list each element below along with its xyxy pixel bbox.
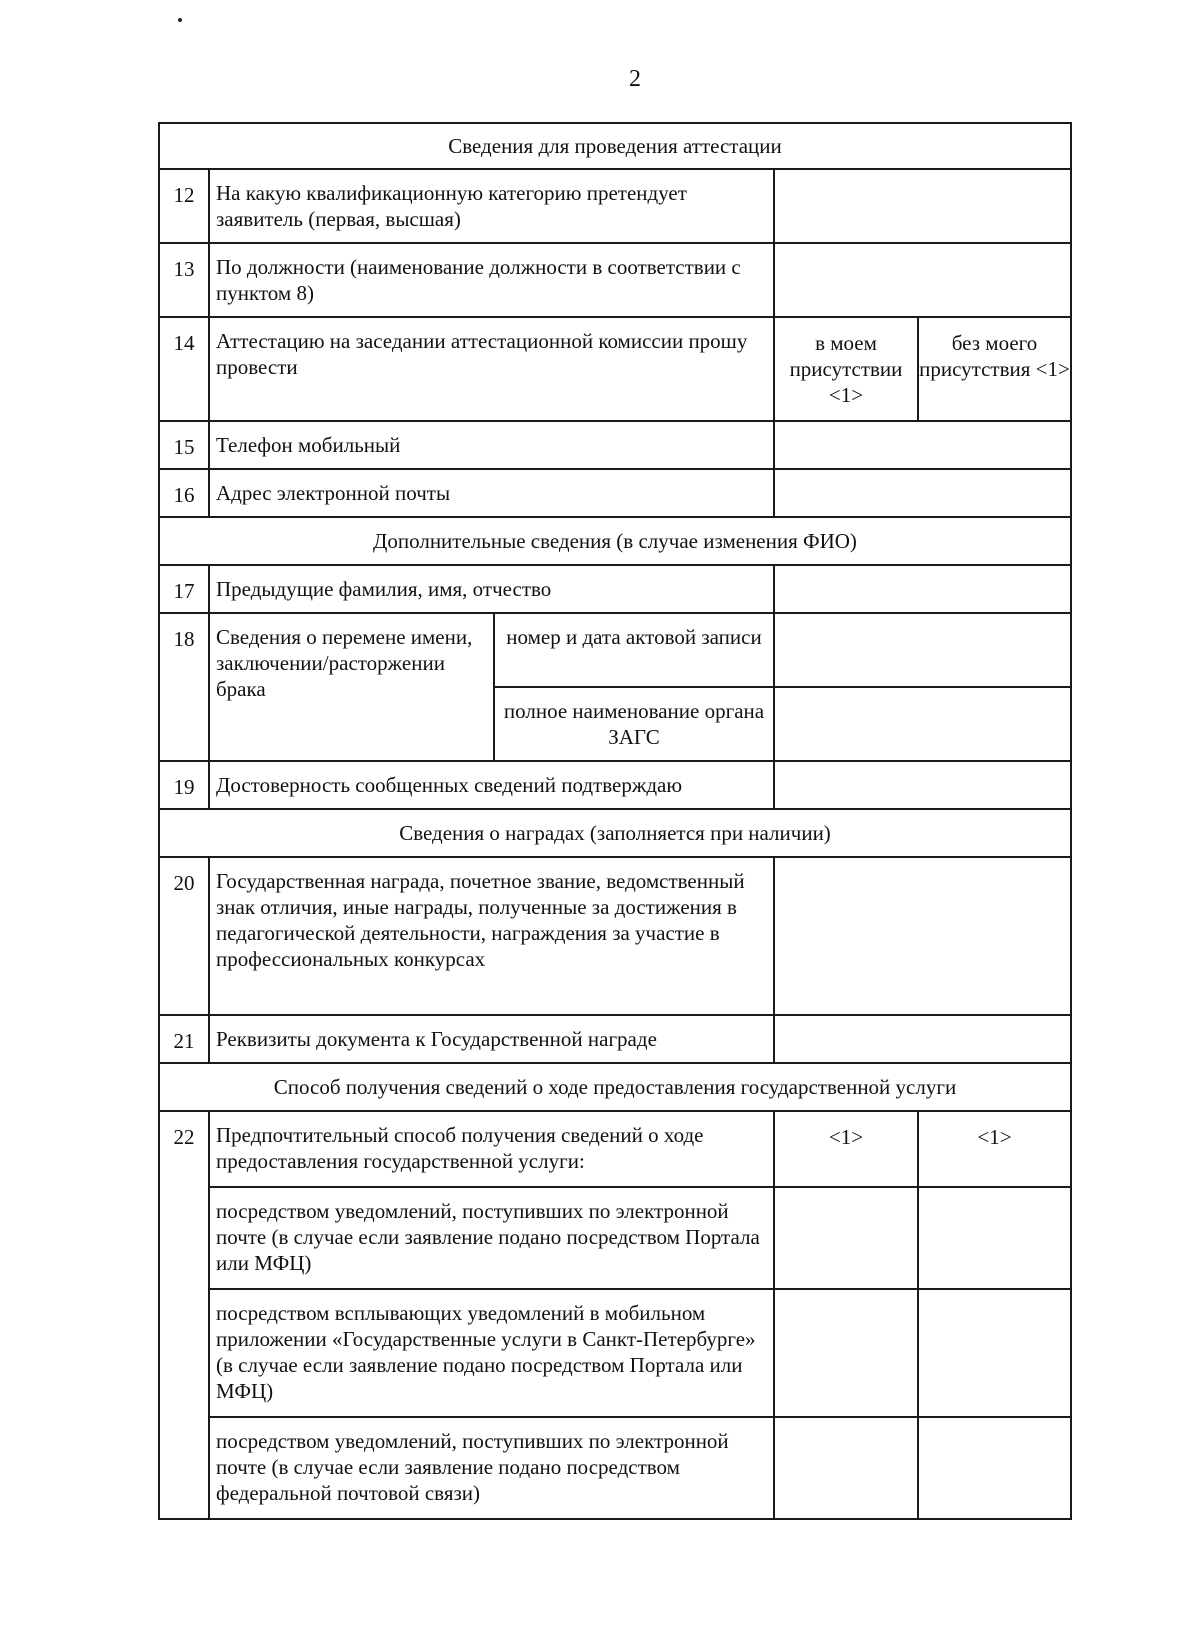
form-row-17 xyxy=(159,565,1071,613)
row-label: Сведения о перемене имени, заключении/расторжении брака xyxy=(209,613,494,761)
delivery-option-row xyxy=(159,1187,1071,1289)
form-row-19 xyxy=(159,761,1071,809)
section-header-attestation xyxy=(159,123,1071,169)
row-number: 20 xyxy=(159,857,209,1015)
page-number: 2 xyxy=(629,66,641,92)
row-label: Адрес электронной почты xyxy=(209,469,774,517)
email-field[interactable] xyxy=(774,469,1071,517)
form-row-12 xyxy=(159,169,1071,243)
confirmation-field[interactable] xyxy=(774,761,1071,809)
record-number-field[interactable] xyxy=(774,613,1071,687)
option-column-header: <1> xyxy=(774,1111,918,1187)
delivery-option-row xyxy=(159,1417,1071,1519)
row-number: 16 xyxy=(159,469,209,517)
in-absence-option[interactable]: без моего присутствия <1> xyxy=(918,317,1071,421)
row-number: 22 xyxy=(159,1111,209,1519)
section-title: Сведения для проведения аттестации xyxy=(159,123,1071,169)
position-field[interactable] xyxy=(774,243,1071,317)
row-label: Государственная награда, почетное звание, ведомственный знак отличия, иные награды, полученные за достижения в педагогической деятельности, награждения за участие в профессиональных конкурсах xyxy=(209,857,774,1015)
row-number: 19 xyxy=(159,761,209,809)
award-document-field[interactable] xyxy=(774,1015,1071,1063)
scan-dot xyxy=(178,18,182,22)
delivery-option-checkbox[interactable] xyxy=(774,1187,918,1289)
form-row-14 xyxy=(159,317,1071,421)
form-row-16 xyxy=(159,469,1071,517)
delivery-option-checkbox[interactable] xyxy=(774,1289,918,1417)
form-row-21 xyxy=(159,1015,1071,1063)
delivery-option-checkbox[interactable] xyxy=(918,1187,1071,1289)
delivery-option-checkbox[interactable] xyxy=(918,1289,1071,1417)
registry-office-field[interactable] xyxy=(774,687,1071,761)
row-number: 21 xyxy=(159,1015,209,1063)
row-label: Реквизиты документа к Государственной награде xyxy=(209,1015,774,1063)
row-label: Телефон мобильный xyxy=(209,421,774,469)
form-row-13 xyxy=(159,243,1071,317)
attestation-application-form xyxy=(158,122,1072,1520)
sub-label-registry-office: полное наименование органа ЗАГС xyxy=(494,687,774,761)
row-label: Достоверность сообщенных сведений подтверждаю xyxy=(209,761,774,809)
delivery-option-row xyxy=(159,1289,1071,1417)
previous-name-field[interactable] xyxy=(774,565,1071,613)
form-row-22 xyxy=(159,1111,1071,1187)
section-title: Дополнительные сведения (в случае изменения ФИО) xyxy=(159,517,1071,565)
row-label: Предыдущие фамилия, имя, отчество xyxy=(209,565,774,613)
row-number: 17 xyxy=(159,565,209,613)
row-number: 18 xyxy=(159,613,209,761)
row-number: 14 xyxy=(159,317,209,421)
row-number: 15 xyxy=(159,421,209,469)
option-column-header: <1> xyxy=(918,1111,1071,1187)
sub-label-record-number: номер и дата актовой записи xyxy=(494,613,774,687)
row-label: На какую квалификационную категорию претендует заявитель (первая, высшая) xyxy=(209,169,774,243)
form-row-18 xyxy=(159,613,1071,687)
delivery-option-checkbox[interactable] xyxy=(774,1417,918,1519)
section-title: Способ получения сведений о ходе предоставления государственной услуги xyxy=(159,1063,1071,1111)
delivery-option-label: посредством уведомлений, поступивших по электронной почте (в случае если заявление подано посредством федеральной почтовой связи) xyxy=(209,1417,774,1519)
delivery-option-checkbox[interactable] xyxy=(918,1417,1071,1519)
form-row-20 xyxy=(159,857,1071,1015)
section-title: Сведения о наградах (заполняется при наличии) xyxy=(159,809,1071,857)
row-label: По должности (наименование должности в соответствии с пунктом 8) xyxy=(209,243,774,317)
delivery-option-label: посредством уведомлений, поступивших по электронной почте (в случае если заявление подано посредством Портала или МФЦ) xyxy=(209,1187,774,1289)
row-number: 12 xyxy=(159,169,209,243)
delivery-option-label: посредством всплывающих уведомлений в мобильном приложении «Государственные услуги в Санкт-Петербурге» (в случае если заявление подано посредством Портала или МФЦ) xyxy=(209,1289,774,1417)
form-row-15 xyxy=(159,421,1071,469)
row-label: Аттестацию на заседании аттестационной комиссии прошу провести xyxy=(209,317,774,421)
section-header-additional xyxy=(159,517,1071,565)
section-header-delivery xyxy=(159,1063,1071,1111)
row-label: Предпочтительный способ получения сведений о ходе предоставления государственной услуги: xyxy=(209,1111,774,1187)
awards-field[interactable] xyxy=(774,857,1071,1015)
row-number: 13 xyxy=(159,243,209,317)
mobile-phone-field[interactable] xyxy=(774,421,1071,469)
in-person-option[interactable]: в моем присутствии <1> xyxy=(774,317,918,421)
section-header-awards xyxy=(159,809,1071,857)
qualification-category-field[interactable] xyxy=(774,169,1071,243)
